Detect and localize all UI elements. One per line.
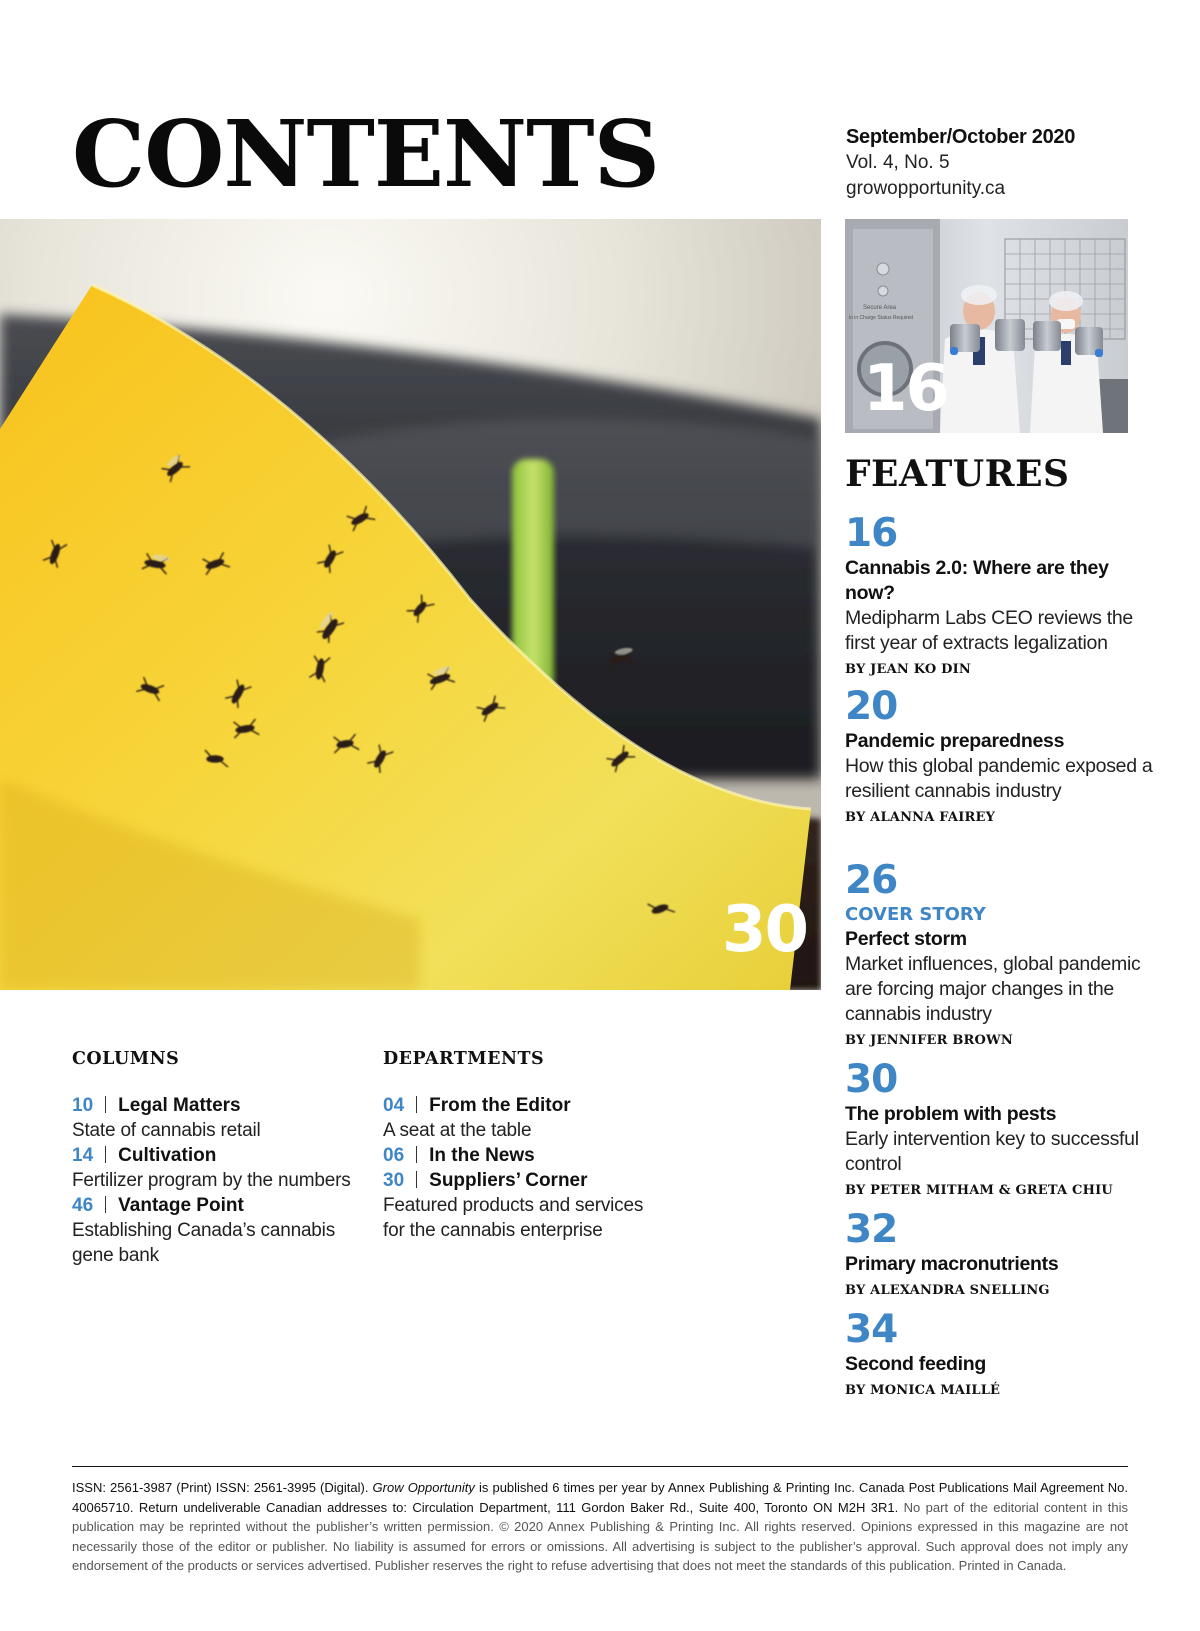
departments-list — [383, 1093, 643, 1243]
column-title: Vantage Point — [118, 1195, 244, 1216]
sign-text-2: in in Charge Status Required — [849, 315, 914, 321]
feature-description: How this global pandemic exposed a resilient cannabis industry — [845, 755, 1153, 802]
feature-page-number: 30 — [845, 1057, 898, 1102]
feature-title: Second feeding — [845, 1353, 986, 1375]
divider — [105, 1146, 106, 1163]
column-item[interactable] — [72, 1193, 351, 1218]
issue-volume: Vol. 4, No. 5 — [846, 152, 950, 173]
department-page-number: 30 — [383, 1170, 405, 1191]
department-page-number: 04 — [383, 1095, 405, 1116]
thumbnail-photo[interactable] — [845, 219, 1128, 433]
column-page-number: 14 — [72, 1145, 94, 1166]
feature-description: Early intervention key to successful control — [845, 1128, 1139, 1175]
feature-byline: BY MONICA MAILLÉ — [845, 1383, 1001, 1398]
column-description: Fertilizer program by the numbers — [72, 1170, 351, 1191]
sign-text-1: Secure Area — [863, 305, 897, 311]
publication-fine-print — [72, 1478, 1128, 1576]
feature-title: Cannabis 2.0: Where are they now? — [845, 557, 1109, 604]
issue-info — [846, 124, 1075, 202]
feature-item[interactable] — [845, 1308, 1155, 1401]
website-link[interactable]: growopportunity.ca — [846, 178, 1006, 199]
column-page-number: 10 — [72, 1095, 94, 1116]
feature-title: The problem with pests — [845, 1103, 1057, 1125]
feature-item[interactable] — [845, 1208, 1155, 1301]
feature-page-number: 26 — [845, 858, 898, 903]
feature-item[interactable] — [845, 1058, 1155, 1201]
feature-page-number: 20 — [845, 684, 898, 729]
divider — [105, 1196, 106, 1213]
feature-byline: BY JEAN KO DIN — [845, 662, 971, 677]
feature-item-cover-story[interactable] — [845, 859, 1155, 1051]
divider — [105, 1096, 106, 1113]
column-item[interactable] — [72, 1093, 351, 1118]
cover-story-label: COVER STORY — [845, 904, 986, 925]
column-description-cont: gene bank — [72, 1245, 159, 1266]
copyright-text: No part of the editorial content in this publication may be reprinted without the publisher’s written permission. © 2020 Annex Publishing & Printing Inc. All rights reserved. Opinions expressed in this magazine are not necessarily those of the editor or publisher. No liability is assumed for errors or omissions. All advertising is subject to the publisher’s approval. Such approval does not imply any endorsement of the products or services advertised. Publisher reserves the right to refuse advertising that does not meet the standards of this publication. Printed in Canada. — [72, 1499, 1128, 1573]
publisher-text: is published 6 times per year by Annex Publishing & Printing Inc. Canada Post Publications Mail Agreement No. 40065710. Return undeliverable Canadian addresses to: Circulation Department, 111 Gordon Baker Rd., Suite 400, Toronto ON M2H 3R1. — [72, 1480, 1129, 1515]
feature-title: Perfect storm — [845, 928, 967, 950]
issn-text: ISSN: 2561-3987 (Print) ISSN: 2561-3995 (Digital). — [72, 1480, 373, 1495]
column-description: Establishing Canada’s cannabis — [72, 1220, 335, 1241]
divider — [416, 1096, 417, 1113]
department-title: From the Editor — [429, 1095, 571, 1116]
footer-divider — [72, 1466, 1128, 1467]
feature-byline: BY ALEXANDRA SNELLING — [845, 1283, 1050, 1298]
feature-byline: BY JENNIFER BROWN — [845, 1033, 1013, 1048]
page-title: CONTENTS — [72, 100, 660, 208]
department-title: In the News — [429, 1145, 535, 1166]
thumb-page-number: 16 — [863, 352, 949, 426]
features-heading: FEATURES — [845, 453, 1070, 495]
column-item[interactable] — [72, 1143, 351, 1168]
divider — [416, 1171, 417, 1188]
divider — [416, 1146, 417, 1163]
columns-list — [72, 1093, 351, 1268]
department-page-number: 06 — [383, 1145, 405, 1166]
feature-byline: BY ALANNA FAIREY — [845, 810, 996, 825]
hero-photo[interactable] — [0, 219, 821, 990]
feature-page-number: 34 — [845, 1307, 898, 1352]
department-item[interactable] — [383, 1143, 643, 1168]
departments-heading: DEPARTMENTS — [383, 1049, 545, 1069]
department-description: Featured products and services — [383, 1195, 644, 1216]
feature-item[interactable] — [845, 512, 1155, 680]
department-description: A seat at the table — [383, 1120, 532, 1141]
feature-title: Pandemic preparedness — [845, 730, 1065, 752]
department-title: Suppliers’ Corner — [429, 1170, 588, 1191]
feature-page-number: 32 — [845, 1207, 898, 1252]
column-title: Legal Matters — [118, 1095, 241, 1116]
sticky-trap-image — [0, 219, 821, 990]
hero-page-number: 30 — [721, 893, 807, 967]
feature-byline: BY PETER MITHAM & GRETA CHIU — [845, 1183, 1113, 1198]
magazine-name: Grow Opportunity — [372, 1480, 475, 1495]
columns-heading: COLUMNS — [72, 1049, 180, 1069]
feature-item[interactable] — [845, 685, 1155, 828]
issue-date: September/October 2020 — [846, 126, 1076, 148]
department-item[interactable] — [383, 1093, 643, 1118]
feature-page-number: 16 — [845, 511, 898, 556]
department-description-cont: for the cannabis enterprise — [383, 1220, 603, 1241]
department-item[interactable] — [383, 1168, 643, 1193]
column-page-number: 46 — [72, 1195, 94, 1216]
column-title: Cultivation — [118, 1145, 217, 1166]
column-description: State of cannabis retail — [72, 1120, 261, 1141]
feature-description: Market influences, global pandemic are forcing major changes in the cannabis industry — [845, 953, 1141, 1025]
feature-title: Primary macronutrients — [845, 1253, 1059, 1275]
feature-description: Medipharm Labs CEO reviews the first year of extracts legalization — [845, 607, 1133, 654]
